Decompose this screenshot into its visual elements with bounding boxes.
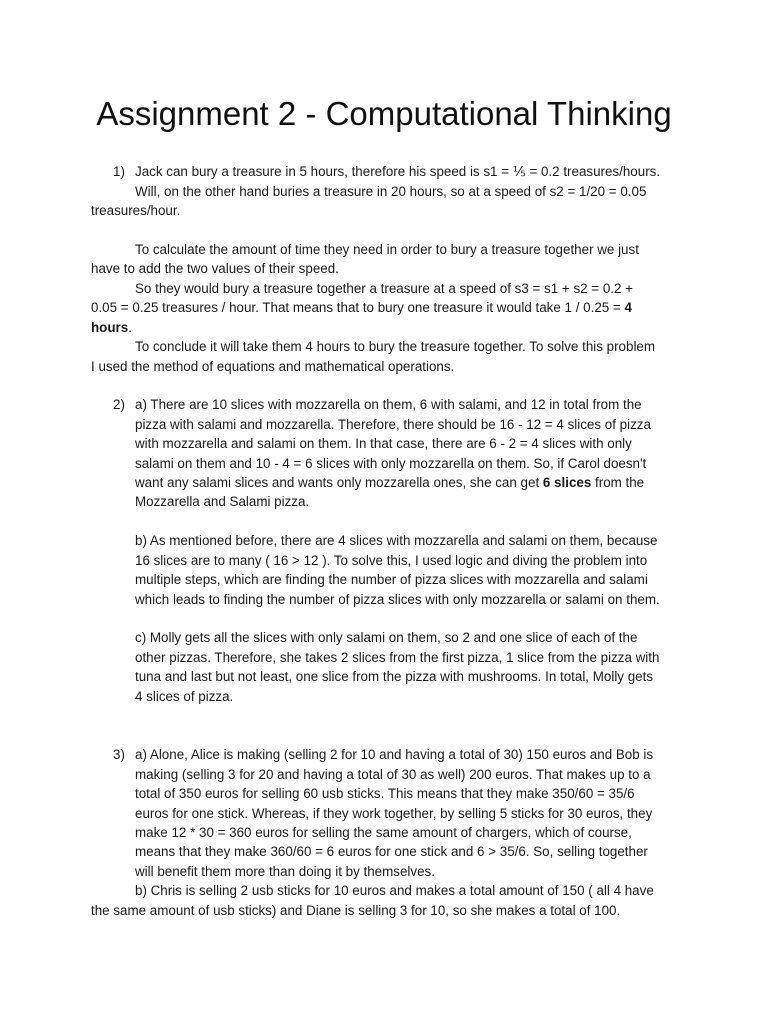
q1-answer-number: 4 bbox=[624, 300, 632, 315]
q2-b-line-2: 16 slices are to many ( 16 > 12 ). To solve this, I used logic and diving the problem into bbox=[135, 553, 648, 568]
q3-b-line-1: b) Chris is selling 2 usb sticks for 10 euros and makes a total amount of 150 ( all 4 have bbox=[135, 883, 654, 898]
q3-a-line-2: making (selling 3 for 20 and having a total of 30 as well) 200 euros. That makes up to a bbox=[135, 767, 651, 782]
q3-a-line-3: total of 350 euros for selling 60 usb sticks. This means that they make 350/60 = 35/6 bbox=[135, 786, 635, 801]
q3-a-line-4: euros for one stick. Whereas, if they work together, by selling 5 sticks for 30 euros, they bbox=[135, 806, 653, 821]
q1-line-2: Will, on the other hand buries a treasure in 20 hours, so at a speed of s2 = 1/20 = 0.05 bbox=[135, 184, 647, 199]
q2-a-line-5-end: from the bbox=[591, 475, 645, 490]
q2-c-line-4: 4 slices of pizza. bbox=[135, 689, 234, 704]
q2-a-line-5 bbox=[135, 473, 644, 493]
q2-a-line-5-text: want any salami slices and wants only mozzarella ones, she can get bbox=[135, 475, 543, 490]
q2-c-line-3: tuna and last but not least, one slice from the pizza with mushrooms. In total, Molly gets bbox=[135, 669, 654, 684]
q2-a-answer: 6 slices bbox=[542, 475, 592, 490]
q1-number: 1) bbox=[113, 164, 125, 179]
q2-a-line-4: salami on them and 10 - 4 = 6 slices with only mozzarella on them. So, if Carol doesn't bbox=[135, 456, 647, 471]
q2-a-line-2: pizza with salami and mozzarella. Therefore, there should be 16 - 12 = 4 slices of pizza bbox=[135, 417, 651, 432]
q2-number: 2) bbox=[113, 397, 125, 412]
q2-b-line-4: which leads to finding the number of pizza slices with only mozzarella or salami on them. bbox=[135, 592, 660, 607]
q2-c-line-2: other pizzas. Therefore, she takes 2 slices from the first pizza, 1 slice from the pizza with bbox=[135, 650, 660, 665]
q1-line-6: So they would bury a treasure together a treasure at a speed of s3 = s1 + s2 = 0.2 + bbox=[135, 281, 633, 296]
q1-line-7 bbox=[91, 298, 632, 318]
q2-a-line-3: with mozzarella and salami on them. In that case, there are 6 - 2 = 4 slices with only bbox=[135, 436, 632, 451]
q2-a-line-6: Mozzarella and Salami pizza. bbox=[135, 494, 310, 509]
q2-b-line-1: b) As mentioned before, there are 4 slices with mozzarella and salami on them, because bbox=[135, 533, 658, 548]
q3-number: 3) bbox=[113, 747, 125, 762]
q1-line-4: To calculate the amount of time they need in order to bury a treasure together we just bbox=[135, 242, 639, 257]
q3-b-line-2: the same amount of usb sticks) and Diane is selling 3 for 10, so she makes a total of 100. bbox=[91, 903, 621, 918]
q1-line-1: Jack can bury a treasure in 5 hours, therefore his speed is s1 = ⅕ = 0.2 treasures/hours. bbox=[135, 164, 661, 179]
q3-a-line-7: will benefit them more than doing it by themselves. bbox=[135, 864, 435, 879]
q1-line-5: have to add the two values of their speed. bbox=[91, 261, 339, 276]
q1-line-8 bbox=[91, 318, 132, 338]
q1-answer-unit: hours bbox=[91, 320, 129, 335]
q1-line-10: I used the method of equations and mathematical operations. bbox=[91, 359, 455, 374]
q2-c-line-1: c) Molly gets all the slices with only salami on them, so 2 and one slice of each of the bbox=[135, 630, 638, 645]
q1-line-3: treasures/hour. bbox=[91, 203, 181, 218]
q1-line-8-period: . bbox=[128, 320, 132, 335]
q3-a-line-6: means that they make 360/60 = 6 euros for one stick and 6 > 35/6. So, selling together bbox=[135, 844, 648, 859]
q3-a-line-1: a) Alone, Alice is making (selling 2 for 10 and having a total of 30) 150 euros and Bob is bbox=[135, 747, 654, 762]
q1-line-9: To conclude it will take them 4 hours to bury the treasure together. To solve this problem bbox=[135, 339, 656, 354]
q2-b-line-3: multiple steps, which are finding the number of pizza slices with mozzarella and salami bbox=[135, 572, 648, 587]
q1-line-7-text: 0.05 = 0.25 treasures / hour. That means that to bury one treasure it would take 1 / 0.25 = bbox=[91, 300, 625, 315]
q2-a-line-1: a) There are 10 slices with mozzarella on them, 6 with salami, and 12 in total from the bbox=[135, 397, 642, 412]
page-title: Assignment 2 - Computational Thinking bbox=[96, 95, 672, 132]
q3-a-line-5: make 12 * 30 = 360 euros for selling the same amount of chargers, which of course, bbox=[135, 825, 632, 840]
